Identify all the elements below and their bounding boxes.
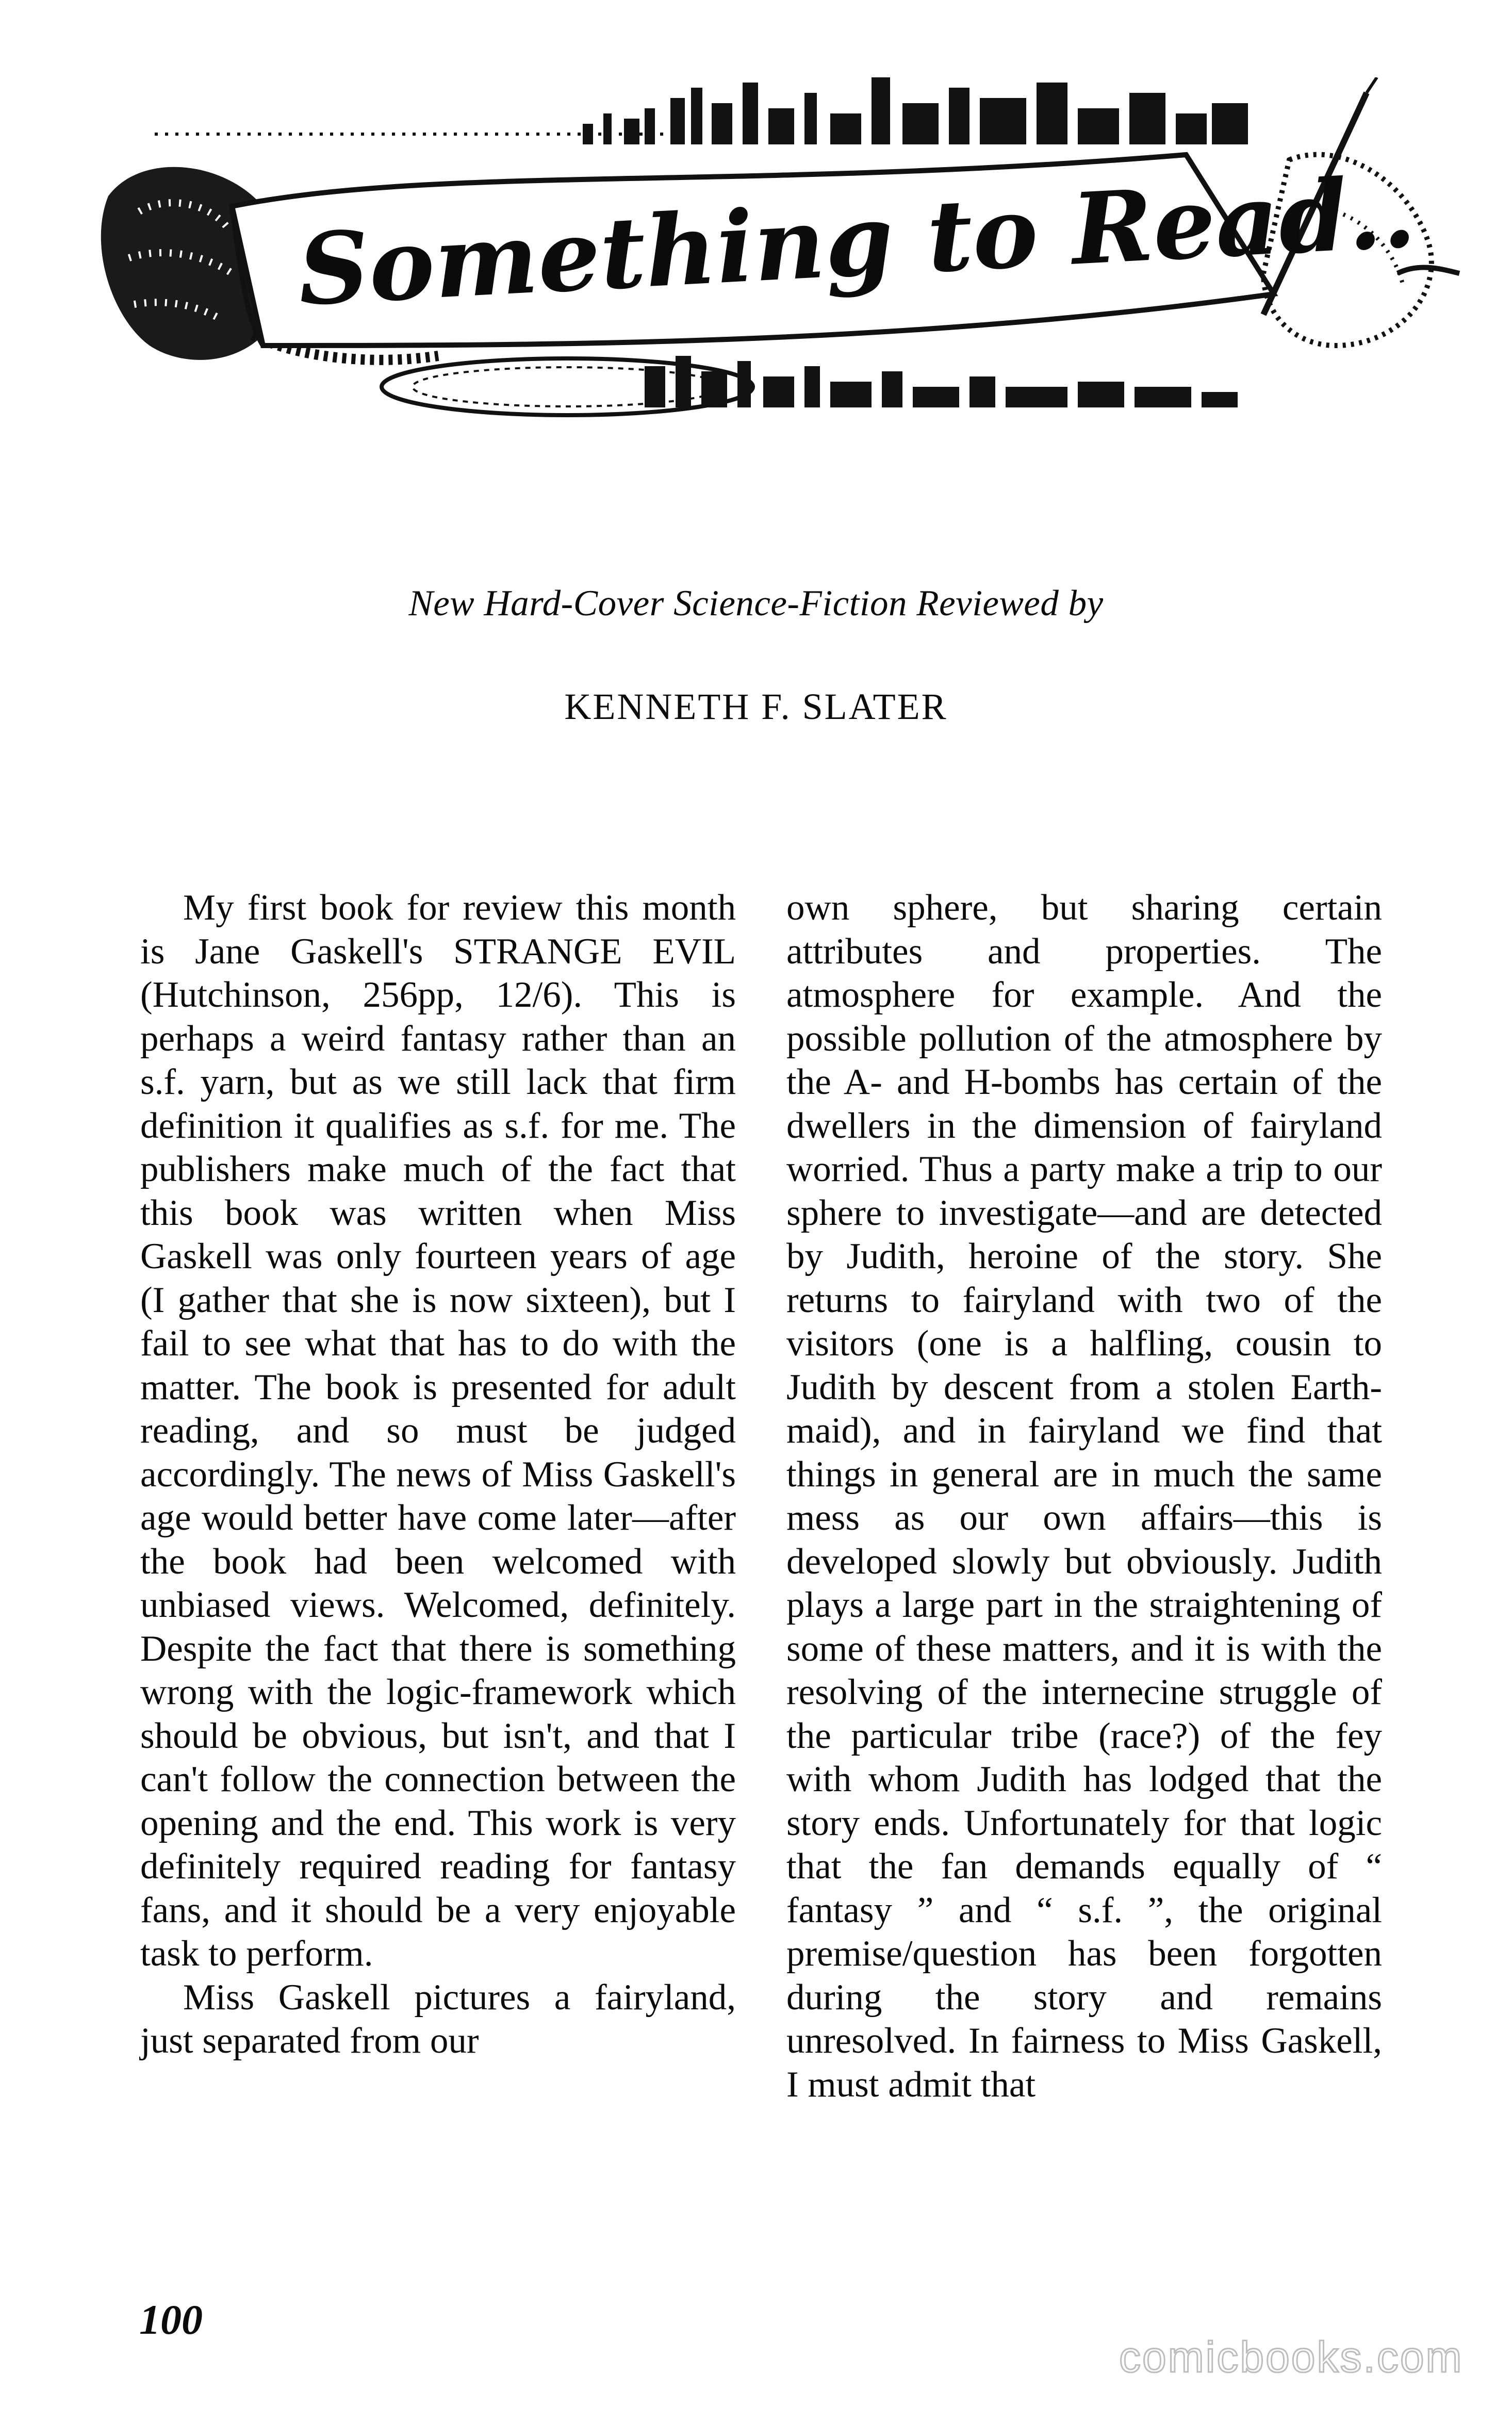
paragraph: own sphere, but sharing certain attributes and properties. The atmosphere for example. And the possible pollution of the atmosphere by the A- and H-bombs has certain of the dwellers in the dimension of fairyland worried. Thus a party make a trip to our sphere to investigate—and are detected by Judith, heroine of the story. She returns to fairyland with two of the visitors (one is a halfling, cousin to Judith by descent from a stolen Earth-maid), and in fairyland we find that things in general are in much the same mess as our own affairs—this is developed slowly but obviously. Judith plays a large part in the straightening of some of these matters, and it is with the resolving of the internecine struggle of the particular tribe (race?) of the fey with whom Judith has lodged that the story ends. Unfortunately for that logic that the fan demands equally of “ fantasy ” and “ s.f. ”, the original premise/question has been forgotten during the story and remains unresolved. In fairness to Miss Gaskell, I must admit that bbox=[786, 888, 1382, 2105]
watermark: comicbooks.com bbox=[1119, 2333, 1464, 2381]
author-name: KENNETH F. SLATER bbox=[564, 686, 948, 727]
right-column bbox=[786, 886, 1382, 2106]
left-column bbox=[140, 886, 736, 2063]
paragraph: My first book for review this month is Jane Gaskell's STRANGE EVIL (Hutchinson, 256pp, 12/6). This is perhaps a weird fantasy rather than an s.f. yarn, but as we still lack that firm definition it qualifies as s.f. for me. The publishers make much of the fact that this book was written when Miss Gaskell was only fourteen years of age (I gather that she is now sixteen), but I fail to see what that has to do with the matter. The book is presented for adult reading, and so must be judged accordingly. The news of Miss Gaskell's age would better have come later—after the book had been welcomed with unbiased views. Welcomed, definitely. Despite the fact that there is something wrong with the logic-framework which should be obvious, but isn't, and that I can't follow the connection between the opening and the end. This work is very definitely required reading for fantasy fans, and it should be a very enjoyable task to perform. bbox=[140, 888, 736, 1974]
skyline-illustration bbox=[583, 77, 1248, 144]
page-number: 100 bbox=[139, 2296, 203, 2343]
review-subtitle: New Hard-Cover Science-Fiction Reviewed by bbox=[408, 583, 1104, 624]
paragraph: Miss Gaskell pictures a fairyland, just separated from our bbox=[140, 1977, 736, 2061]
header-title: Something to Read.. bbox=[295, 154, 1419, 328]
header-illustration bbox=[77, 77, 1470, 449]
